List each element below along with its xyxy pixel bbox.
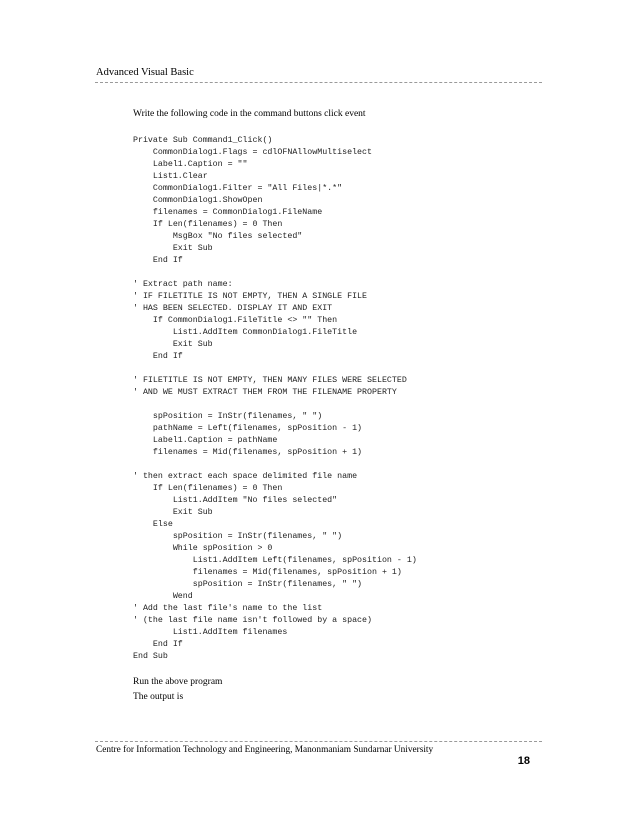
code-line: ' then extract each space delimited file name	[133, 472, 358, 481]
code-line: ' FILETITLE IS NOT EMPTY, THEN MANY FILES WERE SELECTED	[133, 376, 407, 385]
code-line: List1.AddItem filenames	[133, 628, 288, 637]
code-line: End If	[133, 640, 183, 649]
code-line: CommonDialog1.Flags = cdlOFNAllowMultiselect	[133, 148, 372, 157]
code-line: filenames = Mid(filenames, spPosition + 1)	[133, 448, 363, 457]
code-line: List1.AddItem CommonDialog1.FileTitle	[133, 328, 358, 337]
code-line: ' HAS BEEN SELECTED. DISPLAY IT AND EXIT	[133, 304, 333, 313]
code-line: List1.AddItem Left(filenames, spPosition - 1)	[133, 556, 417, 565]
code-line	[133, 399, 417, 411]
code-line: ' Extract path name:	[133, 280, 233, 289]
code-line: CommonDialog1.ShowOpen	[133, 196, 263, 205]
code-line	[133, 459, 417, 471]
code-line: spPosition = InStr(filenames, " ")	[133, 412, 323, 421]
code-line: End If	[133, 352, 183, 361]
outro-line: Run the above program	[133, 677, 223, 687]
code-line: pathName = Left(filenames, spPosition - 1)	[133, 424, 363, 433]
outro-line: The output is	[133, 692, 184, 702]
code-line: Exit Sub	[133, 340, 213, 349]
code-line: If Len(filenames) = 0 Then	[133, 484, 283, 493]
code-line	[133, 363, 417, 375]
header-title: Advanced Visual Basic	[96, 67, 194, 78]
code-line: Private Sub Command1_Click()	[133, 136, 273, 145]
code-line: spPosition = InStr(filenames, " ")	[133, 532, 343, 541]
code-line: End If	[133, 256, 183, 265]
code-line: If Len(filenames) = 0 Then	[133, 220, 283, 229]
footer-text: Centre for Information Technology and Engineering, Manonmaniam Sundarnar University	[96, 745, 434, 755]
code-line: Label1.Caption = ""	[133, 160, 248, 169]
code-line: ' AND WE MUST EXTRACT THEM FROM THE FILENAME PROPERTY	[133, 388, 397, 397]
code-line: Exit Sub	[133, 508, 213, 517]
footer-divider	[95, 741, 542, 742]
header-divider	[95, 82, 542, 83]
intro-paragraph: Write the following code in the command buttons click event	[133, 109, 366, 119]
code-line: filenames = Mid(filenames, spPosition + 1)	[133, 568, 402, 577]
code-line: If CommonDialog1.FileTitle <> "" Then	[133, 316, 338, 325]
code-block	[133, 135, 417, 663]
code-line: End Sub	[133, 652, 168, 661]
code-line: List1.AddItem "No files selected"	[133, 496, 338, 505]
code-line: CommonDialog1.Filter = "All Files|*.*"	[133, 184, 343, 193]
page-number: 18	[517, 755, 530, 767]
code-line: While spPosition > 0	[133, 544, 273, 553]
code-line: List1.Clear	[133, 172, 208, 181]
code-line: filenames = CommonDialog1.FileName	[133, 208, 323, 217]
code-line: MsgBox "No files selected"	[133, 232, 303, 241]
code-line	[133, 267, 417, 279]
code-line: ' Add the last file's name to the list	[133, 604, 323, 613]
outro-paragraph	[133, 675, 222, 705]
code-line: Else	[133, 520, 173, 529]
code-line: spPosition = InStr(filenames, " ")	[133, 580, 363, 589]
code-line: Exit Sub	[133, 244, 213, 253]
code-line: ' (the last file name isn't followed by a space)	[133, 616, 372, 625]
code-line: Label1.Caption = pathName	[133, 436, 278, 445]
code-line: ' IF FILETITLE IS NOT EMPTY, THEN A SINGLE FILE	[133, 292, 368, 301]
code-line: Wend	[133, 592, 193, 601]
